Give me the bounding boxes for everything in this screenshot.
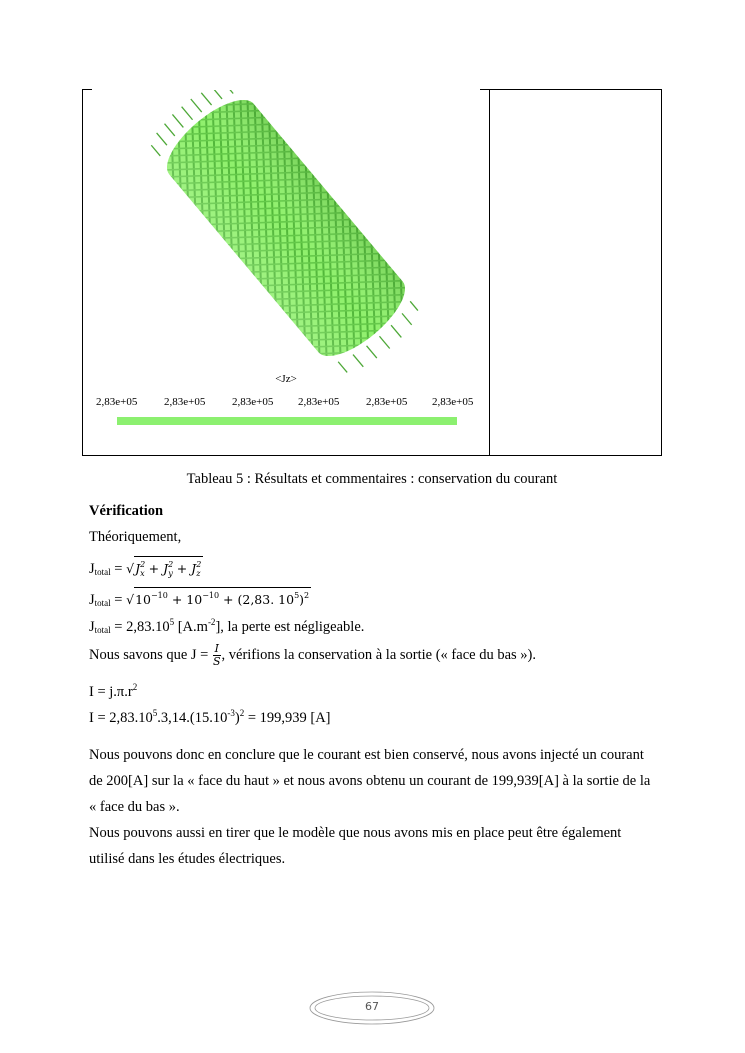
term: 10 <box>186 592 203 607</box>
exp: 5 <box>294 591 300 600</box>
colorbar <box>117 417 457 425</box>
exp: 2 <box>304 591 310 600</box>
equation-current-value <box>89 708 331 727</box>
eq-text: = 2,83.10 <box>110 619 170 635</box>
eq-exp: -2 <box>207 617 216 627</box>
colorbar-tick: 2,83e+05 <box>298 396 340 408</box>
denominator: S <box>212 655 221 668</box>
usage-paragraph: Nous pouvons aussi en tirer que le modèle que nous avons mis en place peut être également utilisé dans les études électriques. <box>89 825 622 867</box>
table-border-right <box>661 89 662 456</box>
idx: y <box>168 569 173 578</box>
eq-text: I = j.π.r <box>89 684 133 700</box>
table-border-bottom <box>82 455 662 456</box>
eq-text: I = 2,83.10 <box>89 710 153 726</box>
page-number-badge <box>309 991 435 1025</box>
term: 10 <box>135 592 151 607</box>
table-caption: Tableau 5 : Résultats et commentaires : conservation du courant <box>186 471 558 487</box>
eq-exp: 2 <box>132 682 138 692</box>
equation-result <box>89 617 364 636</box>
cylinder-mesh-image <box>86 90 486 380</box>
exp: 2 <box>140 560 146 569</box>
sqrt-symbol: √ <box>126 561 135 576</box>
colorbar-tick: 2,83e+05 <box>232 396 274 408</box>
fraction <box>213 643 221 668</box>
exp: −10 <box>202 591 220 600</box>
eq-lhs: J <box>89 619 95 635</box>
intro-text: Théoriquement, <box>89 529 182 545</box>
eq-equals: = <box>110 592 127 608</box>
current-density-figure <box>86 90 486 452</box>
colorbar-tick: 2,83e+05 <box>432 396 474 408</box>
eq-text: ], la perte est négligeable. <box>215 619 365 635</box>
eq-text: .3,14.(15.10 <box>157 710 228 726</box>
table-divider <box>489 89 490 456</box>
numerator: I <box>214 642 219 655</box>
eq-lhs: J <box>89 592 95 608</box>
plus: + <box>144 561 164 576</box>
eq-subscript: total <box>94 567 111 577</box>
eq-exp: 5 <box>169 617 175 627</box>
radicand <box>134 587 311 608</box>
radicand <box>134 556 202 582</box>
idx: z <box>196 569 201 578</box>
eq-text: Nous savons que J = <box>89 646 212 663</box>
colorbar-tick: 2,83e+05 <box>164 396 206 408</box>
eq-text: = 199,939 [A] <box>244 710 331 726</box>
table-border-top-right <box>480 89 662 90</box>
conclusion-paragraph: Nous pouvons donc en conclure que le courant est bien conservé, nous avons injecté un courant de 200[A] sur la « face du haut » et nous avons obtenu un courant de 199,939[A] à la sortie de la « face du bas ». <box>89 747 651 815</box>
idx: x <box>140 569 145 578</box>
eq-subscript: total <box>94 625 111 635</box>
eq-subscript: total <box>94 598 111 608</box>
eq-equals: = <box>110 561 127 577</box>
sqrt-symbol: √ <box>126 592 135 607</box>
equation-definition <box>89 643 536 668</box>
equation-magnitude <box>89 556 203 582</box>
eq-exp: -3 <box>227 708 235 718</box>
colorbar-tick: 2,83e+05 <box>96 396 138 408</box>
plus: + <box>167 592 187 607</box>
paren: ) <box>299 592 305 607</box>
term: (2,83. 10 <box>237 592 295 607</box>
term: J <box>135 561 141 576</box>
colorbar-ticks <box>86 396 486 410</box>
exp: 2 <box>196 560 202 569</box>
term: J <box>191 561 197 576</box>
section-heading: Vérification <box>89 503 164 519</box>
eq-text: ) <box>234 710 240 726</box>
table-border-left <box>82 89 83 456</box>
page-number: 67 <box>365 1000 379 1013</box>
eq-text: [A.m <box>174 619 208 635</box>
exp: 2 <box>168 560 174 569</box>
plus: + <box>172 561 192 576</box>
eq-text: , vérifions la conservation à la sortie (« face du bas »). <box>221 646 536 663</box>
plus: + <box>219 592 238 607</box>
equation-current <box>89 682 137 701</box>
colorbar-tick: 2,83e+05 <box>366 396 408 408</box>
eq-exp: 5 <box>152 708 158 718</box>
equation-numeric <box>89 587 311 609</box>
legend-label: <Jz> <box>275 373 297 385</box>
exp: −10 <box>150 591 168 600</box>
eq-exp: 2 <box>239 708 245 718</box>
term: J <box>163 561 169 576</box>
eq-lhs: J <box>89 561 95 577</box>
